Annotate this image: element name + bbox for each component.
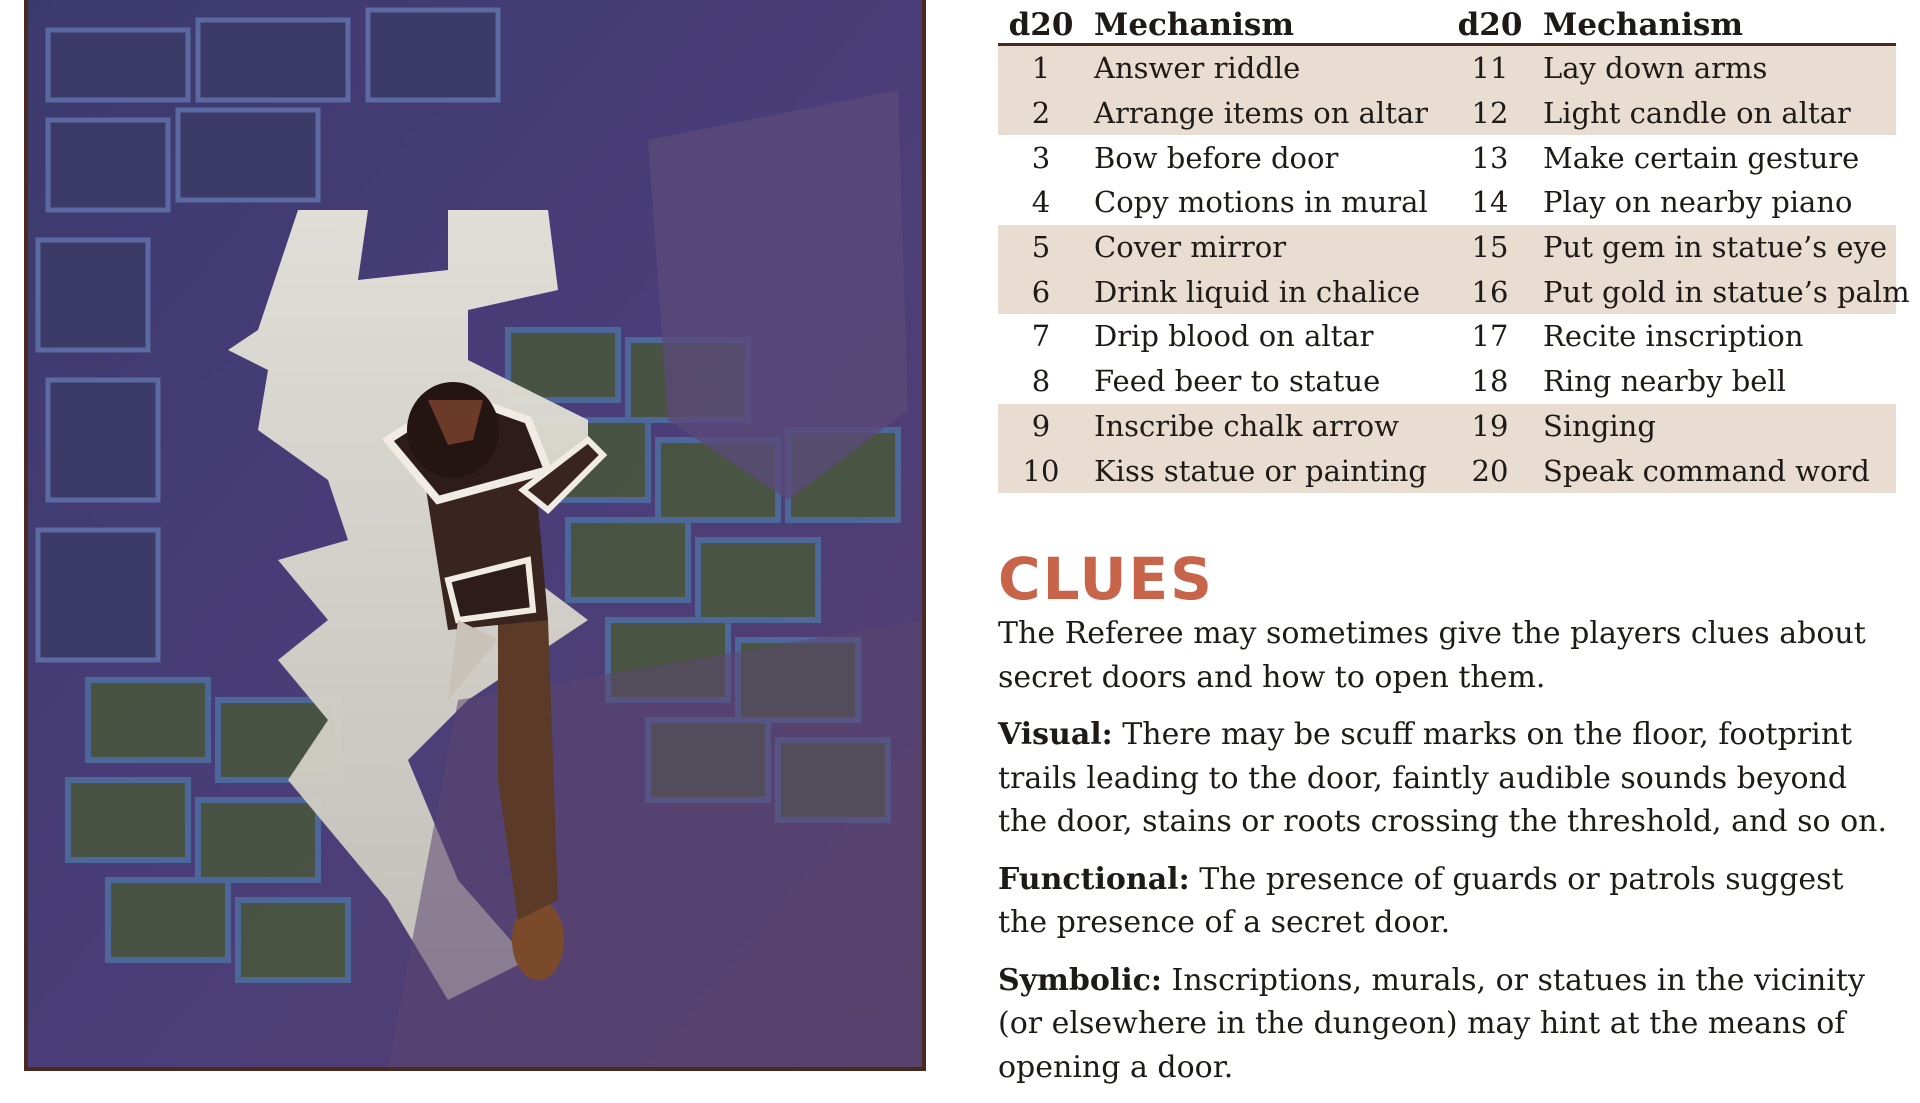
table-header	[998, 0, 1896, 46]
row-number: 7	[1031, 319, 1051, 354]
row-number: 13	[1471, 140, 1509, 175]
row-number: 9	[1031, 408, 1051, 443]
row-mechanism: Lay down arms	[1543, 51, 1768, 86]
table-row	[998, 135, 1896, 180]
row-mechanism: Arrange items on altar	[1094, 96, 1428, 131]
row-number: 20	[1471, 453, 1509, 488]
clue-functional	[998, 858, 1898, 945]
row-mechanism: Bow before door	[1094, 140, 1339, 175]
row-number: 15	[1471, 230, 1509, 265]
clues-heading: CLUES	[998, 545, 1214, 613]
row-mechanism: Make certain gesture	[1543, 140, 1860, 175]
row-mechanism: Cover mirror	[1094, 230, 1287, 265]
illustration-frame	[24, 0, 926, 1071]
row-mechanism: Play on nearby piano	[1543, 185, 1853, 220]
row-mechanism: Put gold in statue’s palm	[1543, 274, 1910, 309]
table-row	[998, 91, 1896, 136]
clue-label: Functional:	[998, 861, 1190, 897]
clue-text: There may be scuff marks on the floor, footprint trails leading to the door, faintly audible sounds beyond the door, stains or roots crossing the threshold, and so on.	[998, 717, 1887, 839]
row-number: 3	[1031, 140, 1051, 175]
row-mechanism: Drink liquid in chalice	[1094, 274, 1421, 309]
row-number: 16	[1471, 274, 1509, 309]
dungeon-thief-illustration	[28, 0, 922, 1067]
row-number: 2	[1031, 96, 1051, 131]
table-row	[998, 404, 1896, 449]
row-number: 6	[1031, 274, 1051, 309]
table-row	[998, 359, 1896, 404]
clue-label: Symbolic:	[998, 962, 1162, 998]
row-number: 14	[1471, 185, 1509, 220]
row-mechanism: Light candle on altar	[1543, 96, 1851, 131]
row-mechanism: Speak command word	[1543, 453, 1870, 488]
row-number: 12	[1471, 96, 1509, 131]
row-number: 8	[1031, 364, 1051, 399]
row-number: 1	[1031, 51, 1051, 86]
row-mechanism: Inscribe chalk arrow	[1094, 408, 1399, 443]
row-number: 11	[1471, 51, 1509, 86]
clue-text: The presence of guards or patrols suggest the presence of a secret door.	[998, 861, 1844, 940]
row-mechanism: Drip blood on altar	[1094, 319, 1374, 354]
table-row	[998, 314, 1896, 359]
clues-body	[998, 612, 1898, 1103]
row-mechanism: Answer riddle	[1094, 51, 1301, 86]
clue-text: Inscriptions, murals, or statues in the vicinity (or elsewhere in the dungeon) may hint at the means of opening a door.	[998, 962, 1865, 1085]
header-mechanism-right: Mechanism	[1543, 7, 1744, 43]
clue-label: Visual:	[998, 717, 1113, 752]
row-mechanism: Ring nearby bell	[1543, 364, 1787, 399]
row-mechanism: Feed beer to statue	[1094, 364, 1381, 399]
row-mechanism: Copy motions in mural	[1094, 185, 1428, 220]
row-number: 10	[1022, 453, 1060, 488]
row-mechanism: Recite inscription	[1543, 319, 1804, 354]
table-row	[998, 180, 1896, 225]
header-d20-right: d20	[1457, 7, 1523, 43]
row-number: 4	[1031, 185, 1051, 220]
table-row	[998, 225, 1896, 270]
row-number: 18	[1471, 364, 1509, 399]
header-d20-left: d20	[1008, 7, 1074, 43]
row-mechanism: Kiss statue or painting	[1094, 453, 1427, 488]
table-row	[998, 46, 1896, 91]
row-number: 17	[1471, 319, 1509, 354]
table-row	[998, 269, 1910, 314]
clue-visual	[998, 713, 1898, 844]
clues-intro: The Referee may sometimes give the players clues about secret doors and how to open them.	[998, 616, 1866, 695]
clue-symbolic	[998, 959, 1898, 1090]
row-number: 19	[1471, 408, 1509, 443]
header-mechanism-left: Mechanism	[1094, 7, 1295, 43]
row-number: 5	[1031, 230, 1051, 265]
table-row	[998, 448, 1896, 493]
mechanism-table	[998, 0, 1910, 493]
row-mechanism: Put gem in statue’s eye	[1543, 230, 1888, 265]
row-mechanism: Singing	[1543, 408, 1656, 443]
